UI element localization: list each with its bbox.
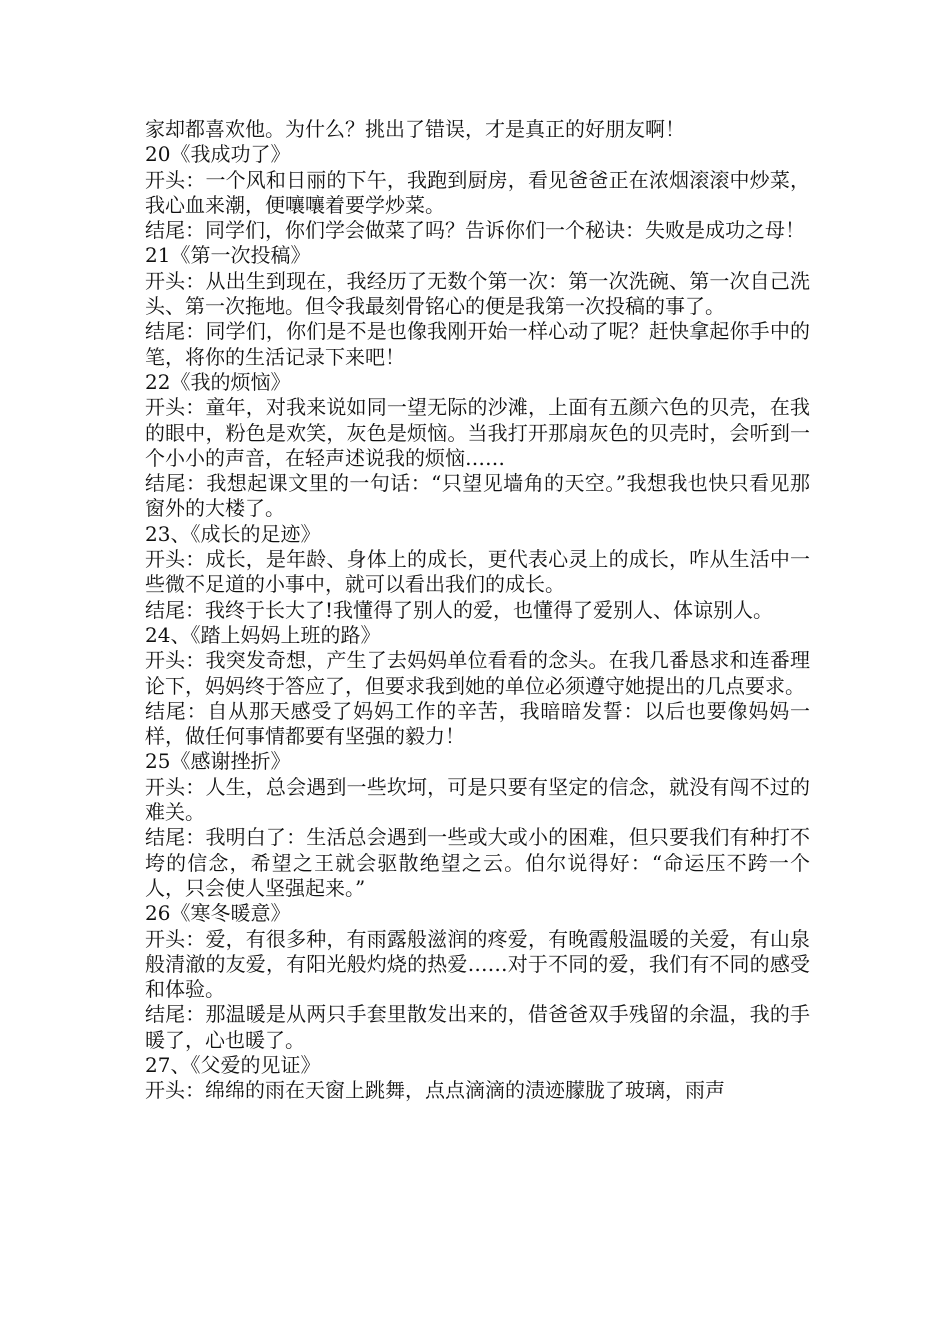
essay-ending-24: 结尾：自从那天感受了妈妈工作的辛苦，我暗暗发誓：以后也要像妈妈一样，做任何事情都要有坚强的毅力！ [145,698,810,749]
essay-title-22: 22《我的烦恼》 [145,369,291,394]
document-body [145,117,810,1104]
essay-opening-21: 开头：从出生到现在，我经历了无数个第一次：第一次洗碗、第一次自己洗头、第一次拖地。但令我最刻骨铭心的便是我第一次投稿的事了。 [145,268,810,319]
essay-ending-26: 结尾：那温暖是从两只手套里散发出来的，借爸爸双手残留的余温，我的手暖了，心也暖了。 [145,1002,810,1052]
essay-ending-21: 结尾：同学们，你们是不是也像我刚开始一样心动了呢？赶快拿起你手中的笔，将你的生活记录下来吧！ [145,319,810,369]
essay-title-20: 20《我成功了》 [145,142,291,167]
essay-opening-22: 开头：童年，对我来说如同一望无际的沙滩，上面有五颜六色的贝壳，在我的眼中，粉色是欢笑，灰色是烦恼。当我打开那扇灰色的贝壳时，会听到一个小小的声音，在轻声述说我的烦恼…… [145,395,810,470]
essay-opening-24: 开头：我突发奇想，产生了去妈妈单位看看的念头。在我几番恳求和连番理论下，妈妈终于答应了，但要求我到她的单位必须遵守她提出的几点要求。 [145,648,810,698]
essay-opening-25: 开头：人生，总会遇到一些坎坷，可是只要有坚定的信念，就没有闯不过的难关。 [145,774,810,825]
essay-title-27: 27、《父爱的见证》 [145,1052,321,1077]
essay-ending-23: 结尾：我终于长大了!我懂得了别人的爱，也懂得了爱别人、体谅别人。 [145,597,774,622]
essay-opening-20: 开头：一个风和日丽的下午，我跑到厨房，看见爸爸正在浓烟滚滚中炒菜，我心血来潮，便嚷嚷着要学炒菜。 [145,167,810,217]
essay-ending-25: 结尾：我明白了：生活总会遇到一些或大或小的困难，但只要我们有种打不垮的信念，希望之王就会驱散绝望之云。伯尔说得好：“命运压不跨一个人，只会使人坚强起来。” [145,825,810,900]
essay-opening-23: 开头：成长，是年龄、身体上的成长，更代表心灵上的成长，咋从生活中一些微不足道的小事中，就可以看出我们的成长。 [145,547,810,597]
essay-ending-20: 结尾：同学们，你们学会做菜了吗？告诉你们一个秘诀：失败是成功之母！ [145,218,805,243]
essay-opening-27: 开头：绵绵的雨在天窗上跳舞，点点滴滴的渍迹朦胧了玻璃，雨声 [145,1078,725,1103]
essay-title-21: 21《第一次投稿》 [145,243,311,268]
essay-ending-22: 结尾：我想起课文里的一句话：“只望见墙角的天空。”我想我也快只看见那窗外的大楼了。 [145,471,810,521]
essay-title-26: 26《寒冬暖意》 [145,901,291,926]
essay-title-24: 24、《踏上妈妈上班的路》 [145,622,381,647]
essay-opening-26: 开头：爱，有很多种，有雨露般滋润的疼爱，有晚霞般温暖的关爱，有山泉般清澈的友爱，有阳光般灼烧的热爱……对于不同的爱，我们有不同的感受和体验。 [145,926,810,1002]
essay-title-25: 25《感谢挫折》 [145,749,291,774]
paragraph-fragment: 家却都喜欢他。为什么？挑出了错误，才是真正的好朋友啊！ [145,117,685,141]
essay-title-23: 23、《成长的足迹》 [145,521,321,546]
